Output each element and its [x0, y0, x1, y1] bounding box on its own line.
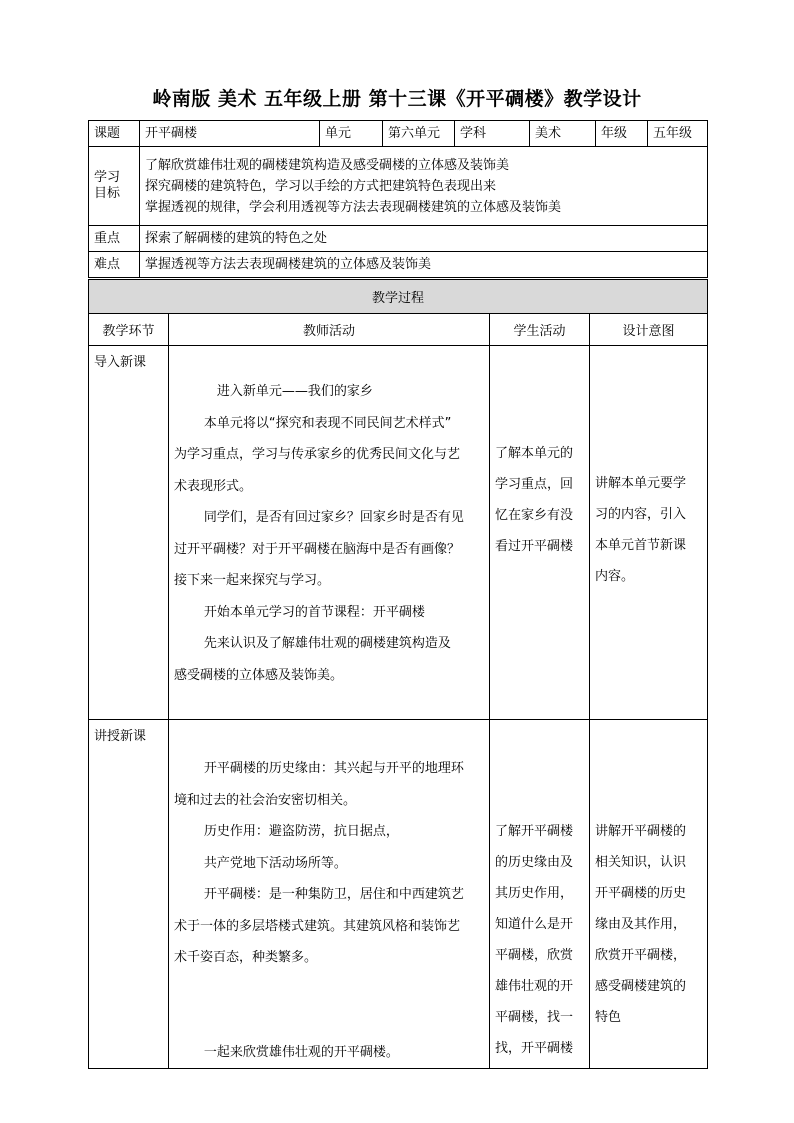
teacher-line: 一起来欣赏雄伟壮观的开平碉楼。 — [203, 1044, 399, 1060]
subject-label: 学科 — [455, 121, 530, 147]
key-point-value: 探索了解碉楼的建筑的特色之处 — [140, 226, 708, 252]
intent-line: 缘由及其作用， — [595, 917, 687, 932]
goals-list — [140, 147, 708, 226]
teacher-line: 开始本单元学习的首节课程：开平碉楼 — [203, 604, 425, 620]
student-line: 平碉楼，找一 — [495, 1010, 574, 1025]
teacher-line: 境和过去的社会治安密切相关。 — [174, 792, 357, 808]
goals-label-line-2: 目标 — [94, 186, 121, 201]
header-teacher: 教师活动 — [169, 314, 490, 346]
student-line: 看过开平碉楼 — [495, 539, 574, 554]
intent-line: 特色 — [595, 1010, 622, 1025]
student-line: 雄伟壮观的开 — [495, 979, 574, 994]
teacher-line: 术千姿百态，种类繁多。 — [174, 950, 318, 965]
student-activity-cell — [490, 346, 590, 720]
teacher-line: 本单元将以“探究和表现不同民间艺术样式” — [203, 415, 452, 431]
table-row — [89, 346, 708, 720]
goal-item: 探究碉楼的建筑特色，学习以手绘的方式把建筑特色表现出来 — [145, 178, 497, 194]
header-intent: 设计意图 — [590, 314, 708, 346]
teacher-activity-cell — [169, 720, 490, 1069]
goal-item: 掌握透视的规律，学会利用透视等方法去表现碉楼建筑的立体感及装饰美 — [145, 199, 562, 215]
topic-label: 课题 — [89, 121, 140, 147]
student-line: 的历史缘由及 — [495, 855, 574, 870]
student-line: 了解开平碉楼 — [495, 824, 574, 839]
student-line: 平碉楼，欣赏 — [495, 948, 574, 963]
intent-line: 开平碉楼的历史 — [595, 886, 687, 901]
student-activity-cell — [490, 720, 590, 1069]
teacher-line: 先来认识及了解雄伟壮观的碉楼建筑构造及 — [203, 636, 451, 651]
student-line: 忆在家乡有没 — [495, 508, 574, 523]
header-student: 学生活动 — [490, 314, 590, 346]
intent-line: 相关知识，认识 — [595, 855, 687, 870]
teacher-activity-cell — [169, 346, 490, 720]
stage-cell: 讲授新课 — [89, 720, 169, 1069]
student-line: 知道什么是开 — [495, 917, 574, 932]
intent-line: 讲解开平碉楼的 — [595, 824, 687, 839]
intent-line: 内容。 — [595, 569, 635, 584]
goal-item: 了解欣赏雄伟壮观的碉楼建筑构造及感受碉楼的立体感及装饰美 — [145, 157, 510, 173]
stage-cell: 导入新课 — [89, 346, 169, 720]
key-point-label: 重点 — [89, 226, 140, 252]
intent-line: 感受碉楼建筑的 — [595, 979, 687, 994]
intent-line: 本单元首节新课 — [595, 538, 687, 553]
student-line: 其历史作用， — [495, 886, 574, 901]
teacher-line: 开平碉楼的历史缘由：其兴起与开平的地理环 — [203, 761, 464, 776]
teacher-line: 术于一体的多层塔楼式建筑。其建筑风格和装饰艺 — [174, 918, 461, 934]
teacher-line: 开平碉楼：是一种集防卫，居住和中西建筑艺 — [203, 887, 464, 902]
teacher-line: 过开平碉楼？对于开平碉楼在脑海中是否有画像？ — [174, 541, 461, 557]
topic-value: 开平碉楼 — [140, 121, 320, 147]
grade-value: 五年级 — [648, 121, 708, 147]
design-intent-cell — [590, 720, 708, 1069]
teacher-line: 接下来一起来探究与学习。 — [174, 573, 331, 588]
intent-line: 习的内容，引入 — [595, 507, 687, 522]
teacher-line: 感受碉楼的立体感及装饰美。 — [174, 667, 344, 683]
difficult-point-value: 掌握透视等方法去表现碉楼建筑的立体感及装饰美 — [140, 252, 708, 278]
teacher-line: 共产党地下活动场所等。 — [203, 855, 347, 871]
teacher-line: 术表现形式。 — [174, 478, 253, 494]
teacher-line: 同学们，是否有回过家乡？回家乡时是否有见 — [203, 510, 464, 525]
difficult-point-label: 难点 — [89, 252, 140, 278]
design-intent-cell — [590, 346, 708, 720]
student-line: 学习重点，回 — [495, 477, 574, 492]
student-line: 了解本单元的 — [495, 446, 574, 461]
goals-label-line-1: 学习 — [94, 170, 121, 185]
goals-label — [89, 147, 140, 226]
teacher-line: 历史作用：避盗防涝，抗日据点， — [203, 824, 399, 839]
teacher-line: 进入新单元——我们的家乡 — [216, 384, 373, 399]
unit-label: 单元 — [320, 121, 383, 147]
header-stage: 教学环节 — [89, 314, 169, 346]
info-table — [88, 120, 708, 278]
teacher-line: 为学习重点，学习与传承家乡的优秀民间文化与艺 — [174, 447, 461, 462]
document-title: 岭南版 美术 五年级上册 第十三课《开平碉楼》教学设计 — [152, 88, 642, 110]
student-line: 找，开平碉楼 — [495, 1041, 574, 1056]
intent-line: 讲解本单元要学 — [595, 476, 687, 491]
subject-value: 美术 — [530, 121, 596, 147]
process-banner: 教学过程 — [89, 280, 708, 314]
table-row — [89, 720, 708, 1069]
unit-value: 第六单元 — [383, 121, 455, 147]
intent-line: 欣赏开平碉楼， — [595, 948, 687, 963]
process-table — [88, 279, 708, 1069]
grade-label: 年级 — [596, 121, 648, 147]
